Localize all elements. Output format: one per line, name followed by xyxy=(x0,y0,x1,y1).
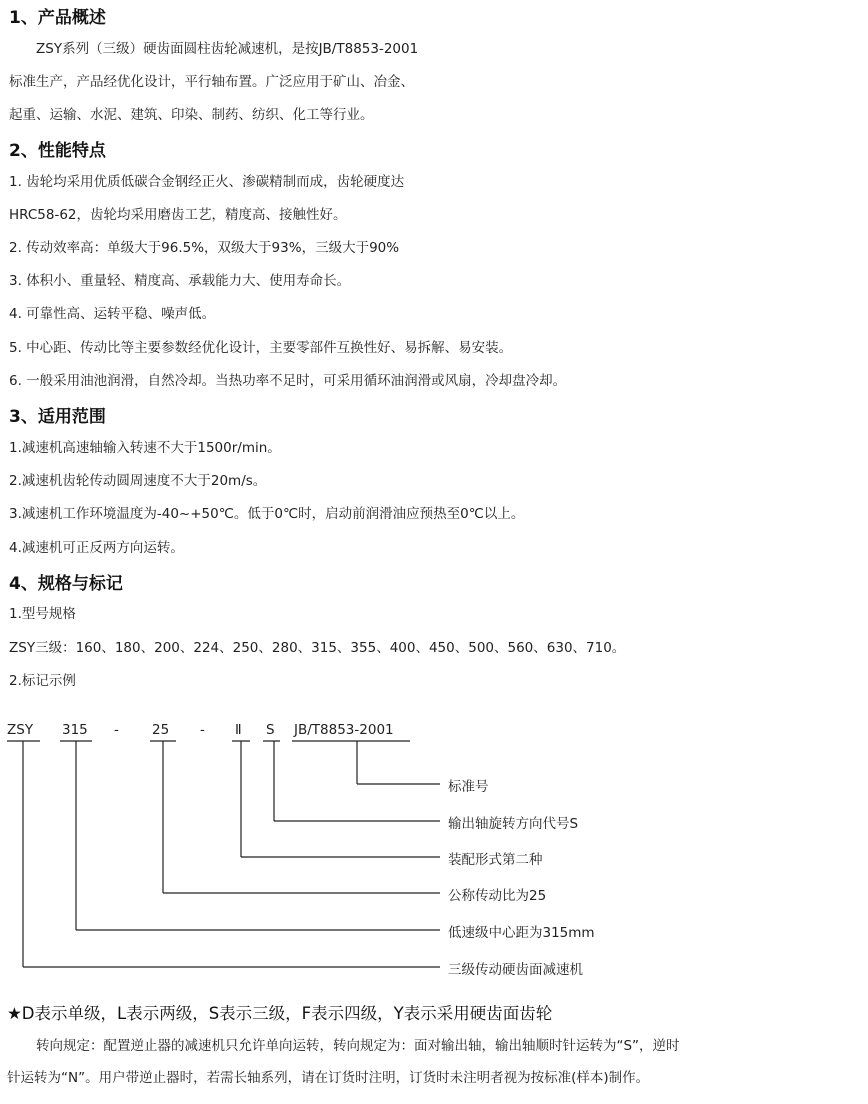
label-ratio: 公称传动比为25 xyxy=(448,888,547,904)
section-1-line-1: ZSY系列（三级）硬齿面圆柱齿轮减速机，是按JB/T8853-2001 xyxy=(36,41,419,57)
section-2-line-3: 2. 传动效率高：单级大于96.5%，双级大于93%，三级大于90% xyxy=(9,240,400,256)
code-ratio: 25 xyxy=(152,722,170,738)
code-rotation: S xyxy=(266,722,275,738)
label-type: 三级传动硬齿面减速机 xyxy=(448,962,583,978)
section-4-line-2: ZSY三级：160、180、200、224、250、280、315、355、400、450、500、560、630、710。 xyxy=(9,640,626,656)
note-rotation-line-1: 转向规定：配置逆止器的减速机只允许单向运转，转向规定为：面对输出轴，输出轴顺时针运转为“S”，逆时 xyxy=(36,1038,680,1054)
code-standard: JB/T8853-2001 xyxy=(294,722,394,738)
section-3-line-1: 1.减速机高速轴输入转速不大于1500r/min。 xyxy=(9,440,281,456)
section-3-line-4: 4.减速机可正反两方向运转。 xyxy=(9,540,184,556)
label-rotation-code: 输出轴旋转方向代号S xyxy=(448,816,579,832)
section-1-title: 1、产品概述 xyxy=(9,8,106,28)
section-1-line-2: 标准生产，产品经优化设计，平行轴布置。广泛应用于矿山、冶金、 xyxy=(9,74,414,90)
label-assembly: 装配形式第二种 xyxy=(448,852,543,868)
section-2-line-2: HRC58-62，齿轮均采用磨齿工艺，精度高、接触性好。 xyxy=(9,207,347,223)
section-3-line-3: 3.减速机工作环境温度为-40~+50℃。低于0℃时，启动前润滑油应预热至0℃以上。 xyxy=(9,506,525,522)
section-2-line-7: 6. 一般采用油池润滑，自然冷却。当热功率不足时，可采用循环油润滑或风扇，冷却盘冷却。 xyxy=(9,373,567,389)
section-3-title: 3、适用范围 xyxy=(9,407,106,427)
section-3-line-2: 2.减速机齿轮传动圆周速度不大于20m/s。 xyxy=(9,473,267,489)
section-4-line-3: 2.标记示例 xyxy=(9,673,76,689)
section-4-line-1: 1.型号规格 xyxy=(9,606,76,622)
section-2-title: 2、性能特点 xyxy=(9,141,106,161)
code-dash-1: - xyxy=(114,722,119,738)
label-standard: 标准号 xyxy=(448,779,489,795)
section-4-title: 4、规格与标记 xyxy=(9,574,123,594)
code-assembly: Ⅱ xyxy=(235,722,242,738)
code-center-distance: 315 xyxy=(62,722,88,738)
section-2-line-5: 4. 可靠性高、运转平稳、噪声低。 xyxy=(9,306,216,322)
section-2-line-1: 1. 齿轮均采用优质低碳合金钢经正火、渗碳精制而成，齿轮硬度达 xyxy=(9,174,405,190)
section-1-line-3: 起重、运输、水泥、建筑、印染、制药、纺织、化工等行业。 xyxy=(9,107,374,123)
code-zsy: ZSY xyxy=(7,722,34,738)
note-star-line: ★D表示单级，L表示两级，S表示三级，F表示四级，Y表示采用硬齿面齿轮 xyxy=(7,1004,553,1023)
code-dash-2: - xyxy=(200,722,205,738)
section-2-line-4: 3. 体积小、重量轻、精度高、承载能力大、使用寿命长。 xyxy=(9,273,351,289)
label-center-distance: 低速级中心距为315mm xyxy=(448,925,595,941)
note-rotation-line-2: 针运转为“N”。用户带逆止器时，若需长轴系列，请在订货时注明，订货时未注明者视为按标准(样本)制作。 xyxy=(7,1070,650,1086)
section-2-line-6: 5. 中心距、传动比等主要参数经优化设计，主要零部件互换性好、易拆解、易安装。 xyxy=(9,340,513,356)
